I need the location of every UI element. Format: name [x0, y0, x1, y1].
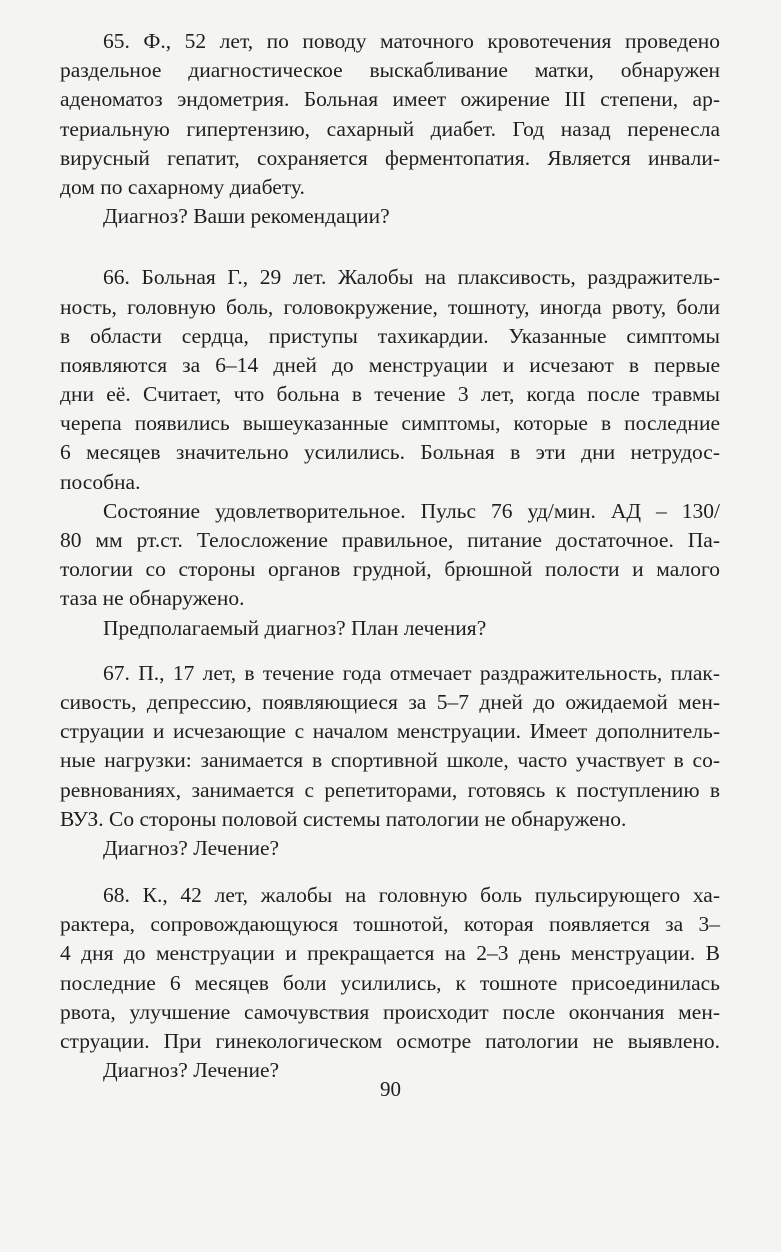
text-line: териальную гипертензию, сахарный диабет. Год назад перенесла	[60, 116, 720, 141]
text-line: в области сердца, приступы тахикардии. Указанные симптомы	[60, 323, 720, 348]
text-line: дни её. Считает, что больна в течение 3 лет, когда после травмы	[60, 382, 720, 407]
text-line: рактера, сопровождающуюся тошнотой, которая появляется за 3–	[60, 912, 720, 937]
text-line: последние 6 месяцев боли усилились, к тошноте присоединилась	[60, 970, 720, 995]
problem-67	[60, 659, 720, 863]
text-line: ревнованиях, занимается с репетиторами, готовясь к поступлению в	[60, 777, 720, 802]
text-line: 80 мм рт.ст. Телосложение правильное, питание достаточное. Па-	[60, 528, 720, 552]
text-line: черепа появились вышеуказанные симптомы, которые в последние	[60, 411, 720, 436]
text-line: струации. При гинекологическом осмотре патологии не выявлено.	[60, 1029, 720, 1053]
text-line: вирусный гепатит, сохраняется ферментопатия. Является инвали-	[60, 145, 720, 170]
text-line: раздельное диагностическое выскабливание матки, обнаружен	[60, 58, 720, 83]
problem-66	[60, 263, 720, 642]
text-line: струации и исчезающие с началом менструации. Имеет дополнитель-	[60, 719, 720, 744]
text-line: таза не обнаружено.	[60, 586, 245, 611]
question-line: Диагноз? Лечение?	[103, 1058, 280, 1083]
text-line: ВУЗ. Со стороны половой системы патологии не обнаружено.	[60, 806, 627, 831]
page-number: 90	[380, 1077, 401, 1101]
page-content	[60, 27, 720, 1085]
text-line: 67. П., 17 лет, в течение года отмечает раздражительность, плак-	[103, 660, 720, 685]
text-line: ные нагрузки: занимается в спортивной школе, часто участвует в со-	[60, 748, 720, 773]
problem-68	[60, 881, 720, 1085]
text-line: появляются за 6–14 дней до менструации и исчезают в первые	[60, 352, 720, 377]
question-line: Диагноз? Ваши рекомендации?	[103, 204, 390, 229]
text-line: 65. Ф., 52 лет, по поводу маточного кровотечения проведено	[103, 29, 720, 53]
question-line: Предполагаемый диагноз? План лечения?	[103, 615, 487, 640]
text-line: ность, головную боль, головокружение, тошноту, иногда рвоту, боли	[60, 294, 720, 319]
text-line: Состояние удовлетворительное. Пульс 76 уд/мин. АД – 130/	[103, 498, 720, 523]
text-line: аденоматоз эндометрия. Больная имеет ожирение III степени, ар-	[60, 87, 720, 112]
text-line: 68. К., 42 лет, жалобы на головную боль пульсирующего ха-	[103, 883, 720, 908]
problem-65	[60, 27, 720, 231]
text-line: сивость, депрессию, появляющиеся за 5–7 дней до ожидаемой мен-	[60, 689, 720, 714]
text-line: 6 месяцев значительно усилились. Больная в эти дни нетрудос-	[60, 440, 720, 465]
text-line: 4 дня до менструации и прекращается на 2–3 день менструации. В	[60, 941, 720, 966]
question-line: Диагноз? Лечение?	[103, 835, 280, 860]
text-line: 66. Больная Г., 29 лет. Жалобы на плаксивость, раздражитель-	[103, 265, 720, 290]
text-line: тологии со стороны органов грудной, брюшной полости и малого	[60, 557, 720, 582]
text-line: рвота, улучшение самочувствия происходит после окончания мен-	[60, 999, 720, 1024]
text-line: дом по сахарному диабету.	[60, 174, 305, 199]
text-line: пособна.	[60, 469, 141, 494]
